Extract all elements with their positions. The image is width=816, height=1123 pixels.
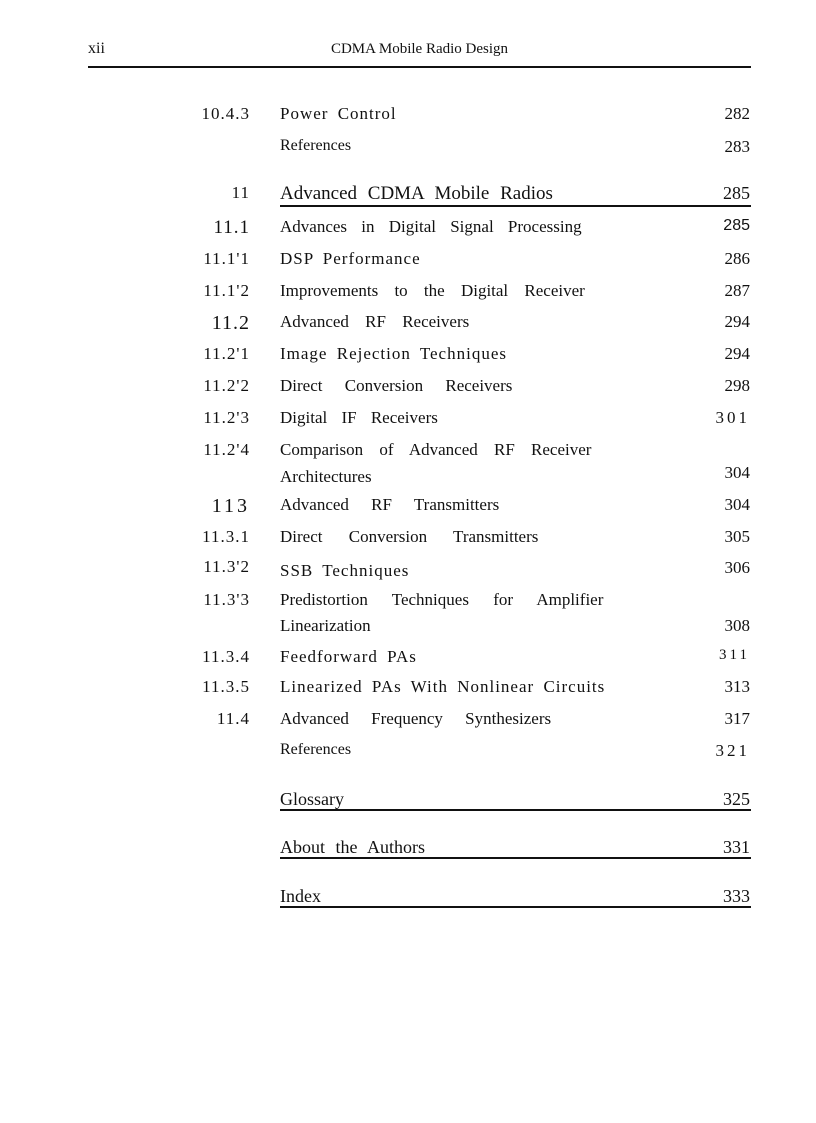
page-number: 325 xyxy=(723,789,750,809)
section-number: 11.1 xyxy=(213,217,250,238)
page-number: 285 xyxy=(723,217,750,234)
section-title: Power Control xyxy=(280,104,397,123)
section-number: 11.1'2 xyxy=(203,281,250,300)
section-number: 11.3.5 xyxy=(202,677,250,696)
backmatter-rule xyxy=(280,906,751,908)
page-number: 333 xyxy=(723,886,750,906)
section-title-continued: Linearization xyxy=(280,616,371,635)
page-number: 331 xyxy=(723,837,750,857)
page-number: 304 xyxy=(724,463,750,482)
section-title: References xyxy=(280,137,352,154)
chapter-title: Advanced CDMA Mobile Radios xyxy=(280,183,553,204)
section-title: Advanced RF Transmitters xyxy=(280,495,500,514)
section-title: Comparison of Advanced RF Receiver xyxy=(280,440,592,459)
section-title: Advanced RF Receivers xyxy=(280,312,470,331)
section-number: 11.3'3 xyxy=(203,590,250,609)
page-number: 282 xyxy=(724,104,750,123)
section-title: Improvements to the Digital Receiver xyxy=(280,281,585,300)
section-title: References xyxy=(280,741,352,758)
section-title: Linearized PAs With Nonlinear Circuits xyxy=(280,677,606,696)
section-title: Digital IF Receivers xyxy=(280,408,438,427)
backmatter-rule xyxy=(280,857,751,859)
section-title: Direct Conversion Receivers xyxy=(280,376,513,395)
page-number: 311 xyxy=(719,647,750,663)
page-number: 294 xyxy=(724,312,750,331)
header-page-number: xii xyxy=(88,40,105,57)
page-number: 321 xyxy=(715,741,750,760)
page-number: 286 xyxy=(724,249,750,268)
section-number: 11.2'3 xyxy=(203,408,250,427)
section-title: Feedforward PAs xyxy=(280,647,417,666)
running-header xyxy=(88,40,751,68)
section-number: 11.2'1 xyxy=(203,344,250,363)
section-title: Direct Conversion Transmitters xyxy=(280,527,539,546)
section-number: 11.3.1 xyxy=(202,527,250,546)
section-title: SSB Techniques xyxy=(280,561,410,580)
section-number: 113 xyxy=(211,495,250,517)
backmatter-rule xyxy=(280,809,751,811)
page-number: 317 xyxy=(724,709,750,728)
section-title-continued: Architectures xyxy=(280,467,372,486)
section-number: 11.3.4 xyxy=(202,647,250,666)
header-book-title: CDMA Mobile Radio Design xyxy=(330,41,509,57)
page-number: 301 xyxy=(715,408,750,427)
section-number: 11.1'1 xyxy=(203,249,250,268)
page-number: 294 xyxy=(724,344,750,363)
section-title: Predistortion Techniques for Amplifier xyxy=(280,590,604,609)
chapter-rule xyxy=(280,205,751,207)
section-number: 11.4 xyxy=(216,709,250,728)
page-number: 285 xyxy=(723,183,750,203)
section-title: Image Rejection Techniques xyxy=(280,344,507,363)
page-number: 313 xyxy=(724,677,750,696)
page-number: 287 xyxy=(724,281,750,300)
section-title: Advanced Frequency Synthesizers xyxy=(280,709,552,728)
section-title: Advances in Digital Signal Processing xyxy=(280,217,582,236)
backmatter-title: Glossary xyxy=(280,789,344,809)
page-number: 305 xyxy=(724,527,750,546)
section-title: DSP Performance xyxy=(280,249,421,268)
section-number: 11.2'2 xyxy=(203,376,250,395)
section-number: 11.3'2 xyxy=(203,557,250,576)
section-number: 10.4.3 xyxy=(201,104,250,123)
section-number: 11.2 xyxy=(211,312,250,334)
page-number: 308 xyxy=(724,616,750,635)
page-number: 304 xyxy=(724,495,750,514)
page-number: 306 xyxy=(724,558,750,577)
page-number: 298 xyxy=(724,376,750,395)
backmatter-title: Index xyxy=(280,886,321,906)
chapter-number: 11 xyxy=(231,183,250,202)
backmatter-title: About the Authors xyxy=(280,837,425,857)
section-number: 11.2'4 xyxy=(203,440,250,459)
page-number: 283 xyxy=(724,137,750,156)
